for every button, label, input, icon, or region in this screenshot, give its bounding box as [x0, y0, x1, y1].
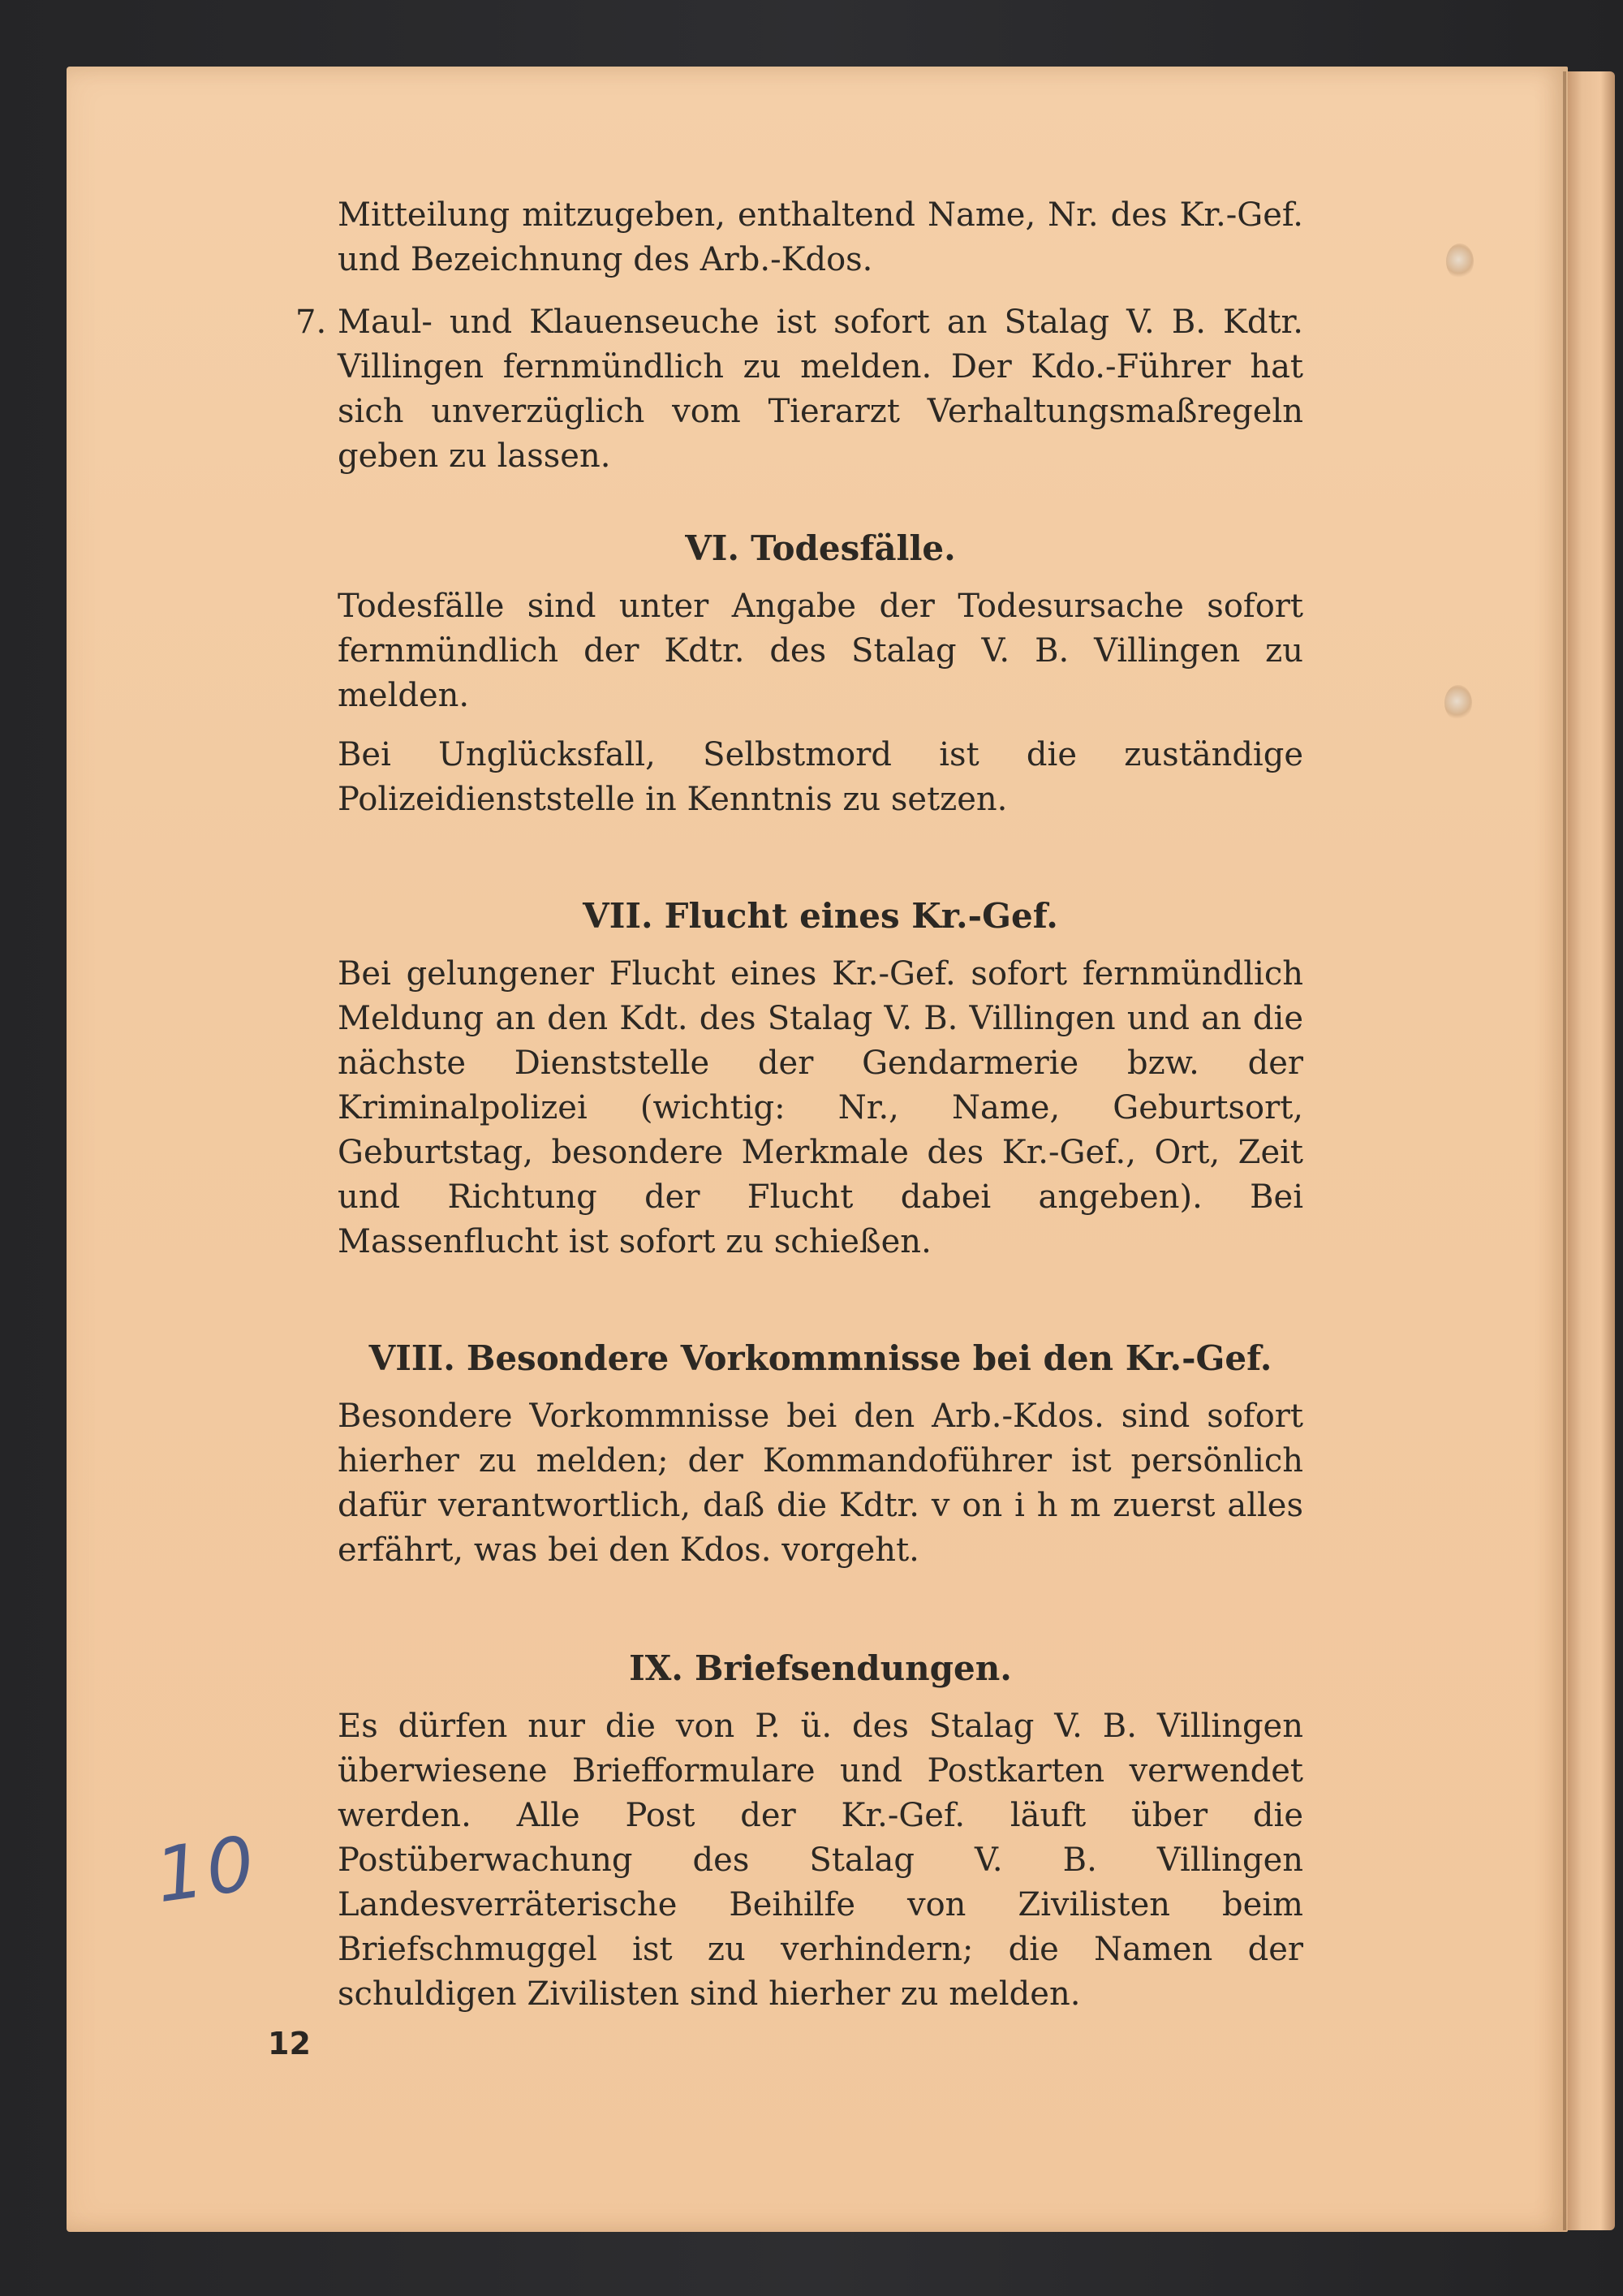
section-viii-paragraph-1: Besondere Vorkommnisse bei den Arb.-Kdos. sind sofort hierher zu melden; der Kommandoführer ist persönlich dafür verantwortlich, daß die Kdtr. v on i h m zuerst alles erfährt, was bei den Kdos. vorgeht.: [338, 1398, 1303, 1569]
section-ix-heading: [338, 1644, 1303, 1693]
page-gutter: [1563, 71, 1566, 2230]
section-vii-title: Flucht eines Kr.-Gef.: [664, 896, 1058, 936]
section-vi-heading: [338, 524, 1303, 573]
section-vii-paragraph-1: Bei gelungener Flucht eines Kr.-Gef. sofort fernmündlich Meldung an den Kdt. des Stalag V. B. Villingen und an die nächste Dienststelle der Gendarmerie bzw. der Kriminalpolizei (wichtig: Nr., Name, Geburtsort, Geburtstag, besondere Merkmale des Kr.-Gef., Ort, Zeit und Richtung der Flucht dabei angeben). Bei Massenflucht ist sofort zu schießen.: [338, 955, 1303, 1260]
section-viii-title: Besondere Vorkommnisse bei den Kr.-Gef.: [466, 1338, 1272, 1378]
section-vi-paragraph-2: Bei Unglücksfall, Selbstmord ist die zuständige Polizeidienststelle in Kenntnis zu setzen.: [338, 736, 1303, 818]
item-7-text: Maul- und Klauenseuche ist sofort an Stalag V. B. Kdtr. Villingen fernmündlich zu melden. Der Kdo.-Führer hat sich unverzüglich vom Tierarzt Verhaltungsmaßregeln geben zu lassen.: [338, 304, 1303, 475]
section-vi-title: Todesfälle.: [751, 528, 956, 568]
staple-hole-middle: [1444, 685, 1472, 721]
section-viii-numeral: VIII.: [368, 1338, 455, 1378]
adjacent-page-edge: [1568, 71, 1615, 2230]
section-ix-numeral: IX.: [629, 1648, 683, 1688]
section-viii-heading: [338, 1334, 1303, 1383]
section-vi-paragraph-1: Todesfälle sind unter Angabe der Todesursache sofort fernmündlich der Kdtr. des Stalag V. B. Villingen zu melden.: [338, 588, 1303, 714]
page-content: [295, 193, 1303, 2031]
item-7: [295, 300, 1303, 479]
section-ix-title: Briefsendungen.: [694, 1648, 1012, 1688]
section-vi-numeral: VI.: [685, 528, 740, 568]
staple-hole-top: [1446, 243, 1474, 279]
section-vii-heading: [338, 892, 1303, 941]
item-7-number: 7.: [295, 304, 327, 341]
section-vii-numeral: VII.: [583, 896, 653, 936]
page-number: 12: [268, 2026, 311, 2061]
intro-continuation-paragraph: Mitteilung mitzugeben, enthaltend Name, Nr. des Kr.-Gef. und Bezeichnung des Arb.-Kdos.: [338, 196, 1303, 278]
section-ix-paragraph-1: Es dürfen nur die von P. ü. des Stalag V. B. Villingen überwiesene Briefformulare und Postkarten verwendet werden. Alle Post der Kr.-Gef. läuft über die Postüberwachung des Stalag V. B. Villingen Landesverräterische Beihilfe von Zivilisten beim Briefschmuggel ist zu verhindern; die Namen der schuldigen Zivilisten sind hierher zu melden.: [338, 1708, 1303, 2013]
handwritten-page-annotation: 10: [150, 1819, 263, 1920]
